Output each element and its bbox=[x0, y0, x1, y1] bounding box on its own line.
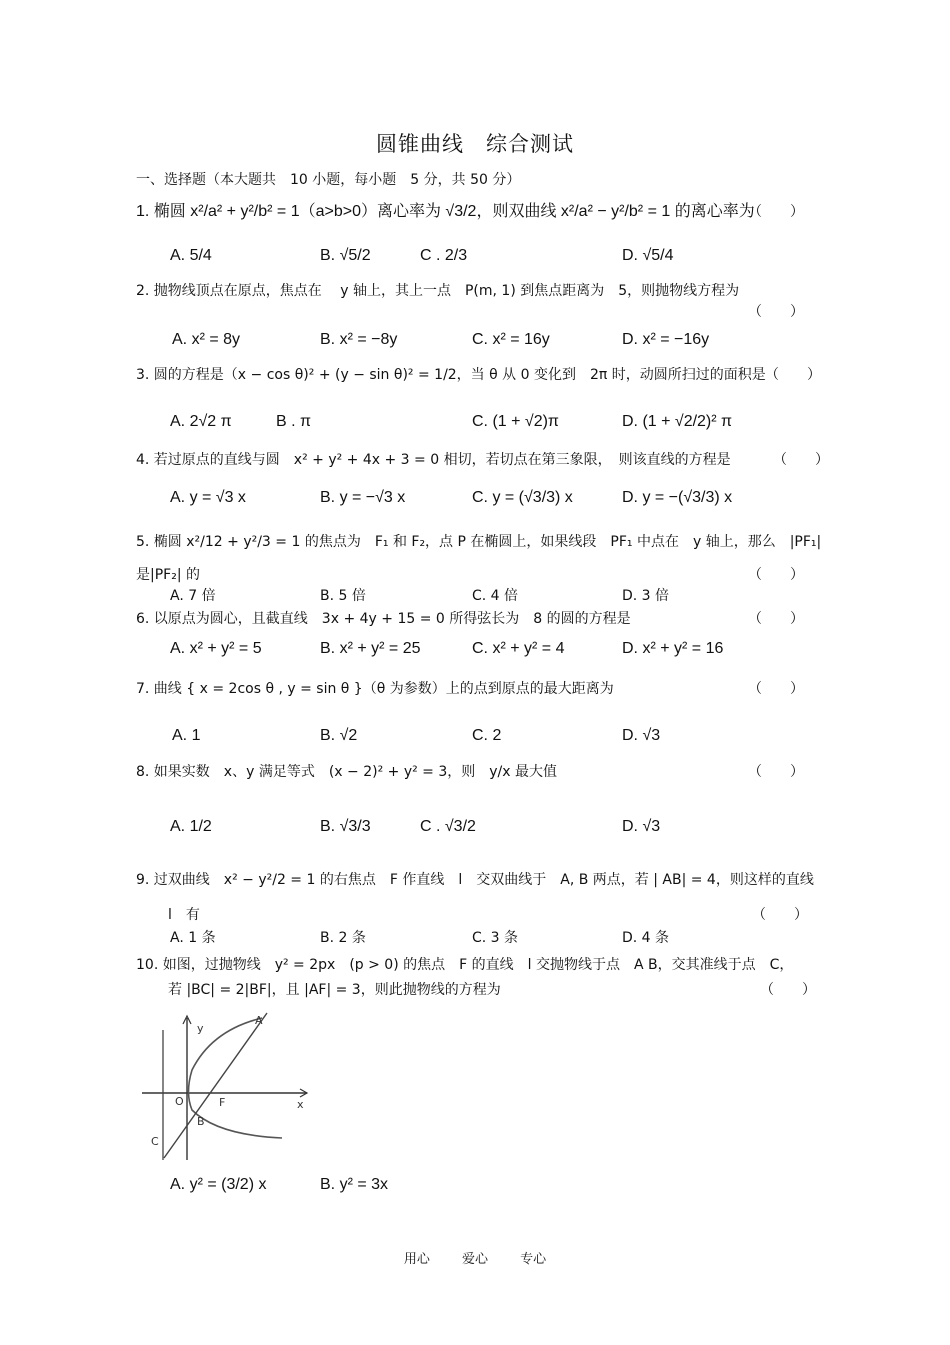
q1-option-c: C . 2/3 bbox=[420, 247, 468, 264]
q9-option-b: B. 2 条 bbox=[320, 930, 366, 946]
q8-option-b: B. √3/3 bbox=[320, 818, 371, 835]
answer-paren-7: （ ） bbox=[748, 681, 804, 697]
q2-option-c: C. x² = 16y bbox=[472, 331, 550, 348]
question-8: 8. 如果实数 x、y 满足等式 (x − 2)² + y² = 3，则 y/x 最大值 bbox=[136, 764, 557, 780]
answer-paren-1: （ ） bbox=[748, 204, 804, 220]
q10-option-a: A. y² = (3/2) x bbox=[170, 1176, 267, 1193]
q7-option-b: B. √2 bbox=[320, 727, 358, 744]
q1-option-d: D. √5/4 bbox=[622, 247, 674, 264]
q8-option-a: A. 1/2 bbox=[170, 818, 212, 835]
footer bbox=[0, 1248, 950, 1267]
q7-option-d: D. √3 bbox=[622, 727, 661, 744]
question-3: 3. 圆的方程是（x − cos θ)² + (y − sin θ)² = 1/2，当 θ 从 0 变化到 2π 时，动圆所扫过的面积是 bbox=[136, 367, 766, 383]
q4-option-a: A. y = √3 x bbox=[170, 489, 246, 506]
question-9: 9. 过双曲线 x² − y²/2 = 1 的右焦点 F 作直线 l 交双曲线于 A, B 两点，若 | AB| = 4，则这样的直线 bbox=[136, 872, 814, 888]
answer-paren-9: （ ） bbox=[752, 907, 808, 923]
label-o: O bbox=[175, 1095, 184, 1108]
q9-option-d: D. 4 条 bbox=[622, 930, 670, 946]
answer-paren-3: （ ） bbox=[765, 367, 821, 383]
q4-option-c: C. y = (√3/3) x bbox=[472, 489, 573, 506]
q1-option-b: B. √5/2 bbox=[320, 247, 371, 264]
q6-option-a: A. x² + y² = 5 bbox=[170, 640, 262, 657]
page-title: 圆锥曲线 综合测试 bbox=[376, 132, 574, 156]
q3-option-c: C. (1 + √2)π bbox=[472, 413, 559, 430]
footer-word-3: 专心 bbox=[520, 1252, 547, 1267]
q7-option-c: C. 2 bbox=[472, 727, 502, 744]
footer-word-1: 用心 bbox=[403, 1252, 430, 1267]
parabola-diagram bbox=[137, 1010, 312, 1165]
q10-option-b: B. y² = 3x bbox=[320, 1176, 389, 1193]
question-5-cont: 是|PF₂| 的 bbox=[136, 567, 200, 583]
question-10-cont: 若 |BC| = 2|BF|，且 |AF| = 3，则此抛物线的方程为 bbox=[168, 982, 501, 998]
line-l bbox=[164, 1013, 267, 1158]
question-2: 2. 抛物线顶点在原点，焦点在 y 轴上，其上一点 P(m, 1) 到焦点距离为 5，则抛物线方程为 bbox=[136, 283, 740, 299]
q6-option-d: D. x² + y² = 16 bbox=[622, 640, 724, 657]
q2-option-b: B. x² = −8y bbox=[320, 331, 398, 348]
answer-paren-4: （ ） bbox=[773, 452, 829, 468]
q5-option-c: C. 4 倍 bbox=[472, 588, 519, 604]
question-1: 1. 椭圆 x²/a² + y²/b² = 1（a>b>0）离心率为 √3/2，则双曲线 x²/a² − y²/b² = 1 的离心率为 bbox=[136, 203, 755, 220]
q3-option-d: D. (1 + √2/2)² π bbox=[622, 413, 733, 430]
answer-paren-10: （ ） bbox=[760, 982, 816, 998]
q9-option-c: C. 3 条 bbox=[472, 930, 519, 946]
question-7: 7. 曲线 { x = 2cos θ , y = sin θ }（θ 为参数）上的点到原点的最大距离为 bbox=[136, 681, 614, 697]
question-10: 10. 如图，过抛物线 y² = 2px (p > 0) 的焦点 F 的直线 l 交抛物线于点 A B，交其准线于点 C， bbox=[136, 957, 794, 973]
question-9-cont: l 有 bbox=[168, 907, 200, 923]
q6-option-b: B. x² + y² = 25 bbox=[320, 640, 421, 657]
q1-option-a: A. 5/4 bbox=[170, 247, 212, 264]
label-b: B bbox=[197, 1115, 205, 1128]
q2-option-d: D. x² = −16y bbox=[622, 331, 710, 348]
label-f: F bbox=[219, 1096, 226, 1109]
q6-option-c: C. x² + y² = 4 bbox=[472, 640, 565, 657]
question-5: 5. 椭圆 x²/12 + y²/3 = 1 的焦点为 F₁ 和 F₂，点 P 在椭圆上，如果线段 PF₁ 中点在 y 轴上，那么 |PF₁| bbox=[136, 534, 822, 550]
q9-option-a: A. 1 条 bbox=[170, 930, 216, 946]
section-heading: 一、选择题（本大题共 10 小题，每小题 5 分，共 50 分） bbox=[136, 172, 521, 188]
question-6: 6. 以原点为圆心，且截直线 3x + 4y + 15 = 0 所得弦长为 8 的圆的方程是 bbox=[136, 611, 631, 627]
label-a: A bbox=[255, 1014, 263, 1027]
q4-option-d: D. y = −(√3/3) x bbox=[622, 489, 733, 506]
q4-option-b: B. y = −√3 x bbox=[320, 489, 406, 506]
footer-word-2: 爱心 bbox=[461, 1252, 488, 1267]
answer-paren-2: （ ） bbox=[748, 304, 804, 320]
answer-paren-5: （ ） bbox=[748, 567, 804, 583]
q5-option-a: A. 7 倍 bbox=[170, 588, 216, 604]
q7-option-a: A. 1 bbox=[172, 727, 201, 744]
answer-paren-6: （ ） bbox=[748, 611, 804, 627]
q8-option-c: C . √3/2 bbox=[420, 818, 476, 835]
answer-paren-8: （ ） bbox=[748, 764, 804, 780]
label-x: x bbox=[297, 1098, 304, 1111]
label-y: y bbox=[197, 1022, 204, 1035]
q3-option-a: A. 2√2 π bbox=[170, 413, 232, 430]
label-c: C bbox=[151, 1135, 159, 1148]
q2-option-a: A. x² = 8y bbox=[172, 331, 241, 348]
q5-option-b: B. 5 倍 bbox=[320, 588, 366, 604]
q8-option-d: D. √3 bbox=[622, 818, 661, 835]
question-4: 4. 若过原点的直线与圆 x² + y² + 4x + 3 = 0 相切，若切点在第三象限， 则该直线的方程是 bbox=[136, 452, 731, 468]
q3-option-b: B . π bbox=[276, 413, 312, 430]
q5-option-d: D. 3 倍 bbox=[622, 588, 670, 604]
